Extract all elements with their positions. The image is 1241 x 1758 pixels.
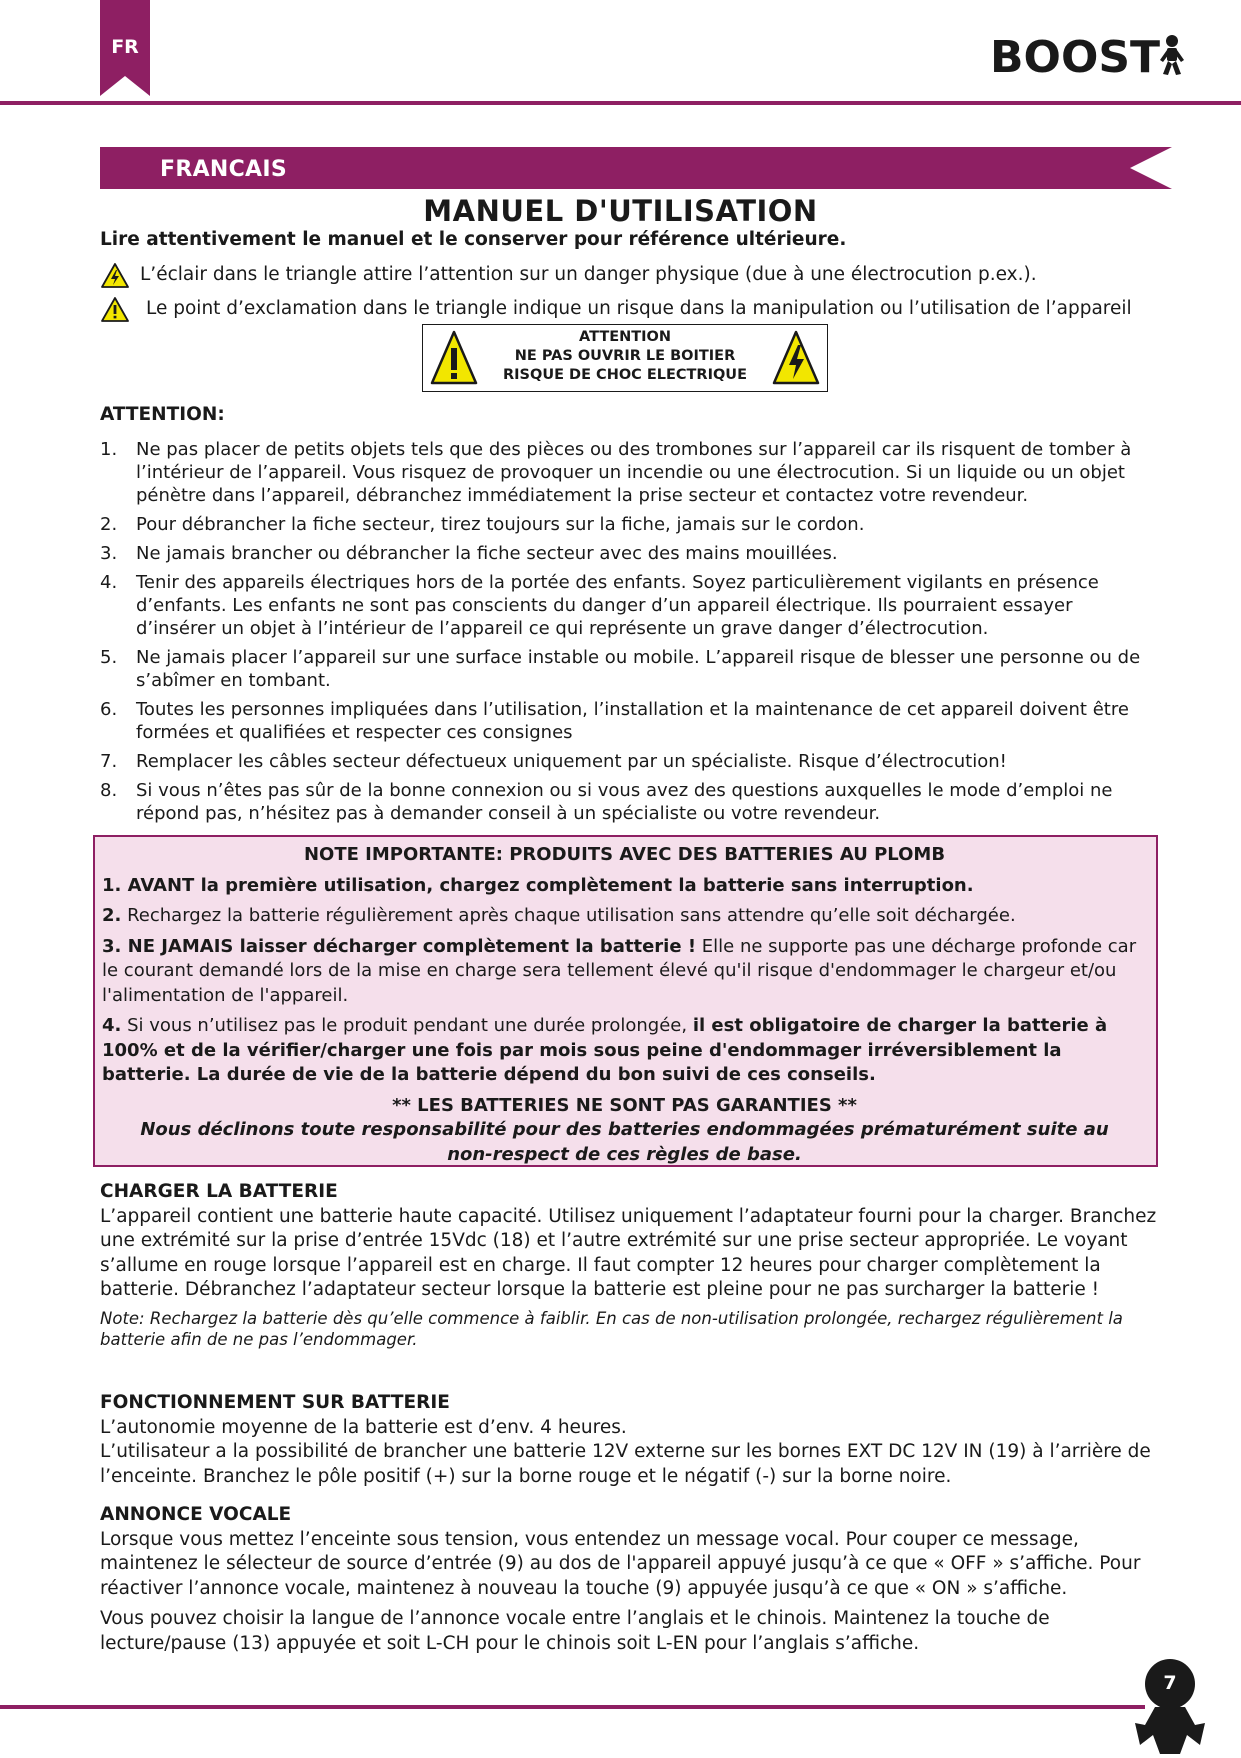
note-item-3-bold: 3. NE JAMAIS laisser décharger complètement la batterie ! bbox=[102, 935, 697, 957]
attention-list bbox=[100, 438, 1150, 831]
note-item-2-number: 2. bbox=[102, 905, 122, 926]
list-item-number: 6. bbox=[100, 699, 118, 720]
battery-operation-line2: L’utilisateur a la possibilité de brancher une batterie 12V externe sur les bornes EXT DC 12V IN (19) à l’arrière de l’enceinte. Branchez le pôle positif (+) sur la borne rouge et le négatif (-) sur la borne noire. bbox=[100, 1441, 1151, 1487]
voice-para2: Vous pouvez choisir la langue de l’annonce vocale entre l’anglais et le chinois. Maintenez la touche de lecture/pause (13) appuyée et soit L-CH pour le chinois soit L-EN pour l’anglais s’affiche. bbox=[100, 1608, 1050, 1654]
list-item-number: 2. bbox=[100, 514, 118, 535]
list-item-number: 8. bbox=[100, 780, 118, 801]
shock-warning-text bbox=[483, 328, 767, 385]
lightning-triangle-icon bbox=[771, 329, 821, 387]
voice-section bbox=[100, 1503, 1160, 1656]
warning-lightning bbox=[100, 264, 1160, 288]
voice-heading: ANNONCE VOCALE bbox=[100, 1504, 292, 1525]
note-guarantee: ** LES BATTERIES NE SONT PAS GARANTIES ** bbox=[392, 1094, 857, 1116]
note-item-3 bbox=[102, 935, 1147, 1009]
list-item bbox=[100, 438, 1150, 507]
note-item-2 bbox=[102, 904, 1147, 929]
list-item bbox=[100, 750, 1150, 773]
warning-exclamation bbox=[100, 298, 1160, 322]
warning-exclamation-text: Le point d’exclamation dans le triangle indique un risque dans la manipulation ou l’utilisation de l’appareil bbox=[146, 298, 1132, 319]
list-item bbox=[100, 779, 1150, 825]
shock-warning-box bbox=[422, 324, 828, 392]
battery-operation-section bbox=[100, 1391, 1160, 1489]
logo-text: BOOST bbox=[990, 32, 1161, 80]
note-item-3-text: Elle ne supporte pas une décharge profonde car le courant demandé lors de la mise en charge sera tellement élevé qu'il risque d'endommager le chargeur et/ou l'alimentation de l'appareil. bbox=[102, 935, 1137, 1006]
list-item-number: 7. bbox=[100, 751, 118, 772]
list-item-number: 1. bbox=[100, 439, 118, 460]
list-item bbox=[100, 542, 1150, 565]
list-item bbox=[100, 646, 1150, 692]
attention-heading: ATTENTION: bbox=[100, 404, 225, 425]
page-subtitle: Lire attentivement le manuel et le conserver pour référence ultérieure. bbox=[100, 229, 847, 250]
charge-text: L’appareil contient une batterie haute capacité. Utilisez uniquement l’adaptateur fourni pour la charger. Branchez une extrémité sur la prise d’entrée 15Vdc (18) et l’autre extrémité sur une prise secteur appropriée. Le voyant s’allume en rouge lorsque l’appareil est en charge. Il faut compter 12 heures pour charger complètement la batterie. Débranchez l’adaptateur secteur lorsque la batterie est pleine pour ne pas surcharger la batterie ! bbox=[100, 1205, 1157, 1300]
note-heading: NOTE IMPORTANTE: PRODUITS AVEC DES BATTERIES AU PLOMB bbox=[303, 844, 946, 865]
note-item-2-text: Rechargez la batterie régulièrement après chaque utilisation sans attendre qu’elle soit déchargée. bbox=[121, 905, 1016, 926]
note-disclaimer: Nous déclinons toute responsabilité pour des batteries endommagées prématurément suite au non-respect de ces règles de base. bbox=[140, 1119, 1109, 1165]
mascot-icon bbox=[1160, 35, 1184, 75]
lightning-triangle-icon bbox=[100, 262, 130, 289]
list-item bbox=[100, 698, 1150, 744]
note-item-4-text: Si vous n’utilisez pas le produit pendant une durée prolongée, bbox=[121, 1015, 693, 1036]
header-rule bbox=[0, 101, 1241, 105]
warning-lightning-text: L’éclair dans le triangle attire l’attention sur un danger physique (due à une électrocution p.ex.). bbox=[140, 264, 1037, 285]
shock-warning-line1: ATTENTION bbox=[579, 329, 671, 345]
exclamation-triangle-icon bbox=[429, 329, 479, 387]
page-badge bbox=[1125, 1655, 1215, 1758]
list-item bbox=[100, 513, 1150, 536]
page-number: 7 bbox=[1163, 1672, 1177, 1694]
note-item-4-number: 4. bbox=[102, 1015, 122, 1036]
footer-rule bbox=[0, 1705, 1145, 1709]
language-tab-label: FR bbox=[111, 36, 139, 58]
note-item-1: 1. AVANT la première utilisation, chargez complètement la batterie sans interruption. bbox=[102, 874, 974, 896]
list-item-number: 3. bbox=[100, 543, 118, 564]
note-item-4-bold: il est obligatoire de charger la batterie à 100% et de la vérifier/charger une fois par mois sous peine d'endommager irréversiblement la batterie. La durée de vie de la batterie dépend du bon suivi de ces conseils. bbox=[102, 1015, 1108, 1085]
list-item-text: Ne pas placer de petits objets tels que des pièces ou des trombones sur l’appareil car ils risquent de tomber à l’intérieur de l’appareil. Vous risquez de provoquer un incendie ou une électrocution. Si un liquide ou un objet pénètre dans l’appareil, débranchez immédiatement la prise secteur et contactez votre revendeur. bbox=[136, 439, 1132, 506]
list-item-text: Remplacer les câbles secteur défectueux uniquement par un spécialiste. Risque d’électrocution! bbox=[136, 751, 1007, 772]
shock-warning-line3: RISQUE DE CHOC ELECTRIQUE bbox=[503, 367, 747, 383]
voice-para1: Lorsque vous mettez l’enceinte sous tension, vous entendez un message vocal. Pour couper ce message, maintenez le sélecteur de source d’entrée (9) au dos de l'appareil appuyé jusqu’à ce que « OFF » s’affiche. Pour réactiver l’annonce vocale, maintenez à nouveau la touche (9) appuyée jusqu’à ce que « ON » s’affiche. bbox=[100, 1528, 1141, 1599]
list-item-text: Ne jamais placer l’appareil sur une surface instable ou mobile. L’appareil risque de blesser une personne ou de s’abîmer en tombant. bbox=[136, 647, 1141, 691]
list-item-number: 4. bbox=[100, 572, 118, 593]
page-title: MANUEL D'UTILISATION bbox=[423, 194, 818, 228]
boost-logo bbox=[990, 30, 1190, 84]
battery-operation-line1: L’autonomie moyenne de la batterie est d’env. 4 heures. bbox=[100, 1416, 627, 1438]
list-item-text: Pour débrancher la fiche secteur, tirez toujours sur la fiche, jamais sur le cordon. bbox=[136, 514, 865, 535]
list-item-text: Ne jamais brancher ou débrancher la fiche secteur avec des mains mouillées. bbox=[136, 543, 838, 564]
charge-note: Note: Rechargez la batterie dès qu’elle commence à faiblir. En cas de non-utilisation prolongée, rechargez régulièrement la batterie afin de ne pas l’endommager. bbox=[100, 1308, 1123, 1349]
shock-warning-line2: NE PAS OUVRIR LE BOITIER bbox=[514, 348, 736, 364]
note-item-4 bbox=[102, 1014, 1147, 1088]
list-item bbox=[100, 571, 1150, 640]
list-item-text: Toutes les personnes impliquées dans l’utilisation, l’installation et la maintenance de cet appareil doivent être formées et qualifiées et respecter ces consignes bbox=[136, 699, 1129, 743]
exclamation-triangle-icon bbox=[100, 296, 130, 323]
section-banner-label: FRANCAIS bbox=[160, 157, 288, 182]
battery-note-box bbox=[93, 835, 1158, 1167]
list-item-number: 5. bbox=[100, 647, 118, 668]
list-item-text: Tenir des appareils électriques hors de la portée des enfants. Soyez particulièrement vigilants en présence d’enfants. Les enfants ne sont pas conscients du danger d’un appareil électrique. Ils pourraient essayer d’insérer un objet à l’intérieur de l’appareil ce qui représente un grave danger d’électrocution. bbox=[136, 572, 1099, 639]
battery-operation-heading: FONCTIONNEMENT SUR BATTERIE bbox=[100, 1392, 450, 1413]
list-item-text: Si vous n’êtes pas sûr de la bonne connexion ou si vous avez des questions auxquelles le mode d’emploi ne répond pas, n’hésitez pas à demander conseil à un spécialiste ou votre revendeur. bbox=[136, 780, 1113, 824]
charge-section bbox=[100, 1180, 1160, 1350]
charge-heading: CHARGER LA BATTERIE bbox=[100, 1181, 338, 1202]
